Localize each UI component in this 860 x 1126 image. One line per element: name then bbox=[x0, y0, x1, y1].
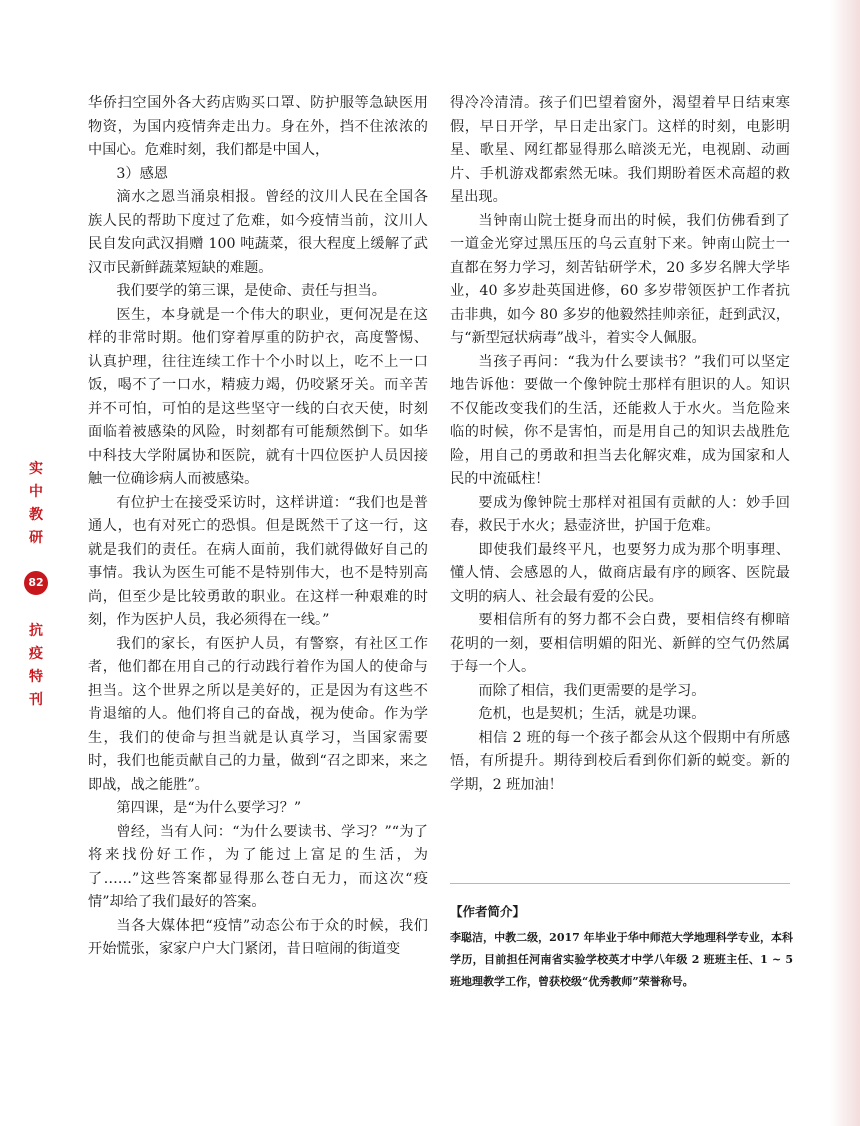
paragraph: 要成为像钟院士那样对祖国有贡献的人：妙手回春，救民于水火；悬壶济世，护国于危难。 bbox=[450, 494, 790, 534]
section-heading: 3）感恩 bbox=[116, 165, 168, 182]
special-issue-char: 特 bbox=[29, 669, 43, 685]
paragraph: 危机，也是契机；生活，就是功课。 bbox=[478, 706, 706, 722]
paragraph: 我们的家长，有医护人员，有警察，有社区工作者，他们都在用自己的行动践行着作为国人的使命与担当。这个世界之所以是美好的，正是因为有这些不肯退缩的人。他们将自己的奋战，视为使命。作为学生，我们的使命与担当就是认真学习，当国家需要时，我们也能贡献自己的力量，做到“召之即来，来之即战，战之能胜”。 bbox=[88, 635, 428, 793]
journal-name-char: 实 bbox=[29, 461, 43, 477]
paragraph: 即使我们最终平凡，也要努力成为那个明事理、懂人情、会感恩的人，做商店最有序的顾客、医院最文明的病人、社会最有爱的公民。 bbox=[450, 541, 790, 605]
paragraph: 华侨扫空国外各大药店购买口罩、防护服等急缺医用物资，为国内疫情奔走出力。身在外，挡不住浓浓的中国心。危难时刻，我们都是中国人， bbox=[88, 95, 428, 158]
paragraph: 得冷冷清清。孩子们巴望着窗外，渴望着早日结束寒假，早日开学，早日走出家门。这样的时刻，电影明星、歌星、网红都显得那么暗淡无光，电视剧、动画片、手机游戏都索然无味。我们期盼着医术高超的救星出现。 bbox=[450, 95, 790, 205]
author-heading: 【作者简介】 bbox=[450, 904, 526, 919]
special-issue-vertical bbox=[26, 620, 46, 712]
paragraph: 当钟南山院士挺身而出的时候，我们仿佛看到了一道金光穿过黑压压的乌云直射下来。钟南山院士一直都在努力学习，刻苦钻研学术，20 多岁名牌大学毕业，40 多岁赴英国进修，60 多岁带领医护工作者抗击非典，如今 80 多岁的他毅然挂帅亲征，赶到武汉，与“新型冠状病毒”战斗，着实令人佩服。 bbox=[450, 212, 790, 346]
special-issue-char: 抗 bbox=[29, 623, 43, 639]
paragraph: 当各大媒体把“疫情”动态公布于众的时候，我们开始慌张，家家户户大门紧闭，昔日喧闹的街道变 bbox=[88, 917, 428, 957]
journal-name-char: 研 bbox=[29, 530, 43, 546]
page-number-badge: 82 bbox=[24, 571, 48, 595]
paragraph: 滴水之恩当涌泉相报。曾经的汶川人民在全国各族人民的帮助下度过了危难，如今疫情当前，汶川人民自发向武汉捐赠 100 吨蔬菜，很大程度上缓解了武汉市民新鲜蔬菜短缺的难题。 bbox=[88, 189, 428, 276]
special-issue-char: 疫 bbox=[29, 646, 43, 662]
paragraph: 当孩子再问：“我为什么要读书？”我们可以坚定地告诉他：要做一个像钟院士那样有胆识的人。知识不仅能改变我们的生活，还能救人于水火。当危险来临的时候，你不是害怕，而是用自己的知识去战胜危险，用自己的勇敢和担当去化解灾难，成为国家和人民的中流砥柱！ bbox=[450, 353, 790, 487]
paragraph: 相信 2 班的每一个孩子都会从这个假期中有所感悟，有所提升。期待到校后看到你们新的蜕变。新的学期，2 班加油！ bbox=[450, 729, 790, 793]
paragraph: 有位护士在接受采访时，这样讲道：“我们也是普通人，也有对死亡的恐惧。但是既然干了这一行，这就是我们的责任。在病人面前，我们就得做好自己的事情。我认为医生可能不是特别伟大，也不是特别高尚，但至少是比较勇敢的职业。在这样一种艰难的时刻，作为医护人员，我必须得在一线。” bbox=[88, 494, 428, 628]
paragraph: 曾经，当有人问：“为什么要读书、学习？”“为了将来找份好工作，为了能过上富足的生活，为了……”这些答案都显得那么苍白无力，而这次“疫情”却给了我们最好的答案。 bbox=[88, 823, 428, 910]
right-column bbox=[450, 92, 790, 797]
journal-name-char: 中 bbox=[29, 484, 43, 500]
special-issue-char: 刊 bbox=[29, 692, 43, 708]
author-bio: 李聪洁，中教二级，2017 年毕业于华中师范大学地理科学专业，本科学历，目前担任河南省实验学校英才中学八年级 2 班班主任、1 ~ 5 班地理教学工作，曾获校级“优秀教师”荣誉称号。 bbox=[450, 931, 793, 988]
journal-name-vertical bbox=[26, 458, 46, 550]
lesson-heading: 我们要学的第三课，是使命、责任与担当。 bbox=[116, 283, 386, 299]
page-edge-tint bbox=[830, 0, 860, 1126]
lesson-heading: 第四课，是“为什么要学习？” bbox=[116, 800, 302, 816]
left-column bbox=[88, 92, 428, 962]
paragraph: 要相信所有的努力都不会白费，要相信终有柳暗花明的一刻，要相信明媚的阳光、新鲜的空气仍然属于每一个人。 bbox=[450, 612, 790, 675]
journal-name-char: 教 bbox=[29, 507, 43, 523]
author-divider bbox=[450, 883, 790, 884]
paragraph: 医生，本身就是一个伟大的职业，更何况是在这样的非常时期。他们穿着厚重的防护衣，高度警惕、认真护理，往往连续工作十个小时以上，吃不上一口饭，喝不了一口水，精疲力竭，仍咬紧牙关。而辛苦并不可怕，可怕的是这些坚守一线的白衣天使，时刻面临着被感染的风险，时刻都有可能颓然倒下。如华中科技大学附属协和医院，就有十四位医护人员因接触一位确诊病人而被感染。 bbox=[88, 306, 428, 487]
paragraph: 而除了相信，我们更需要的是学习。 bbox=[478, 682, 706, 699]
